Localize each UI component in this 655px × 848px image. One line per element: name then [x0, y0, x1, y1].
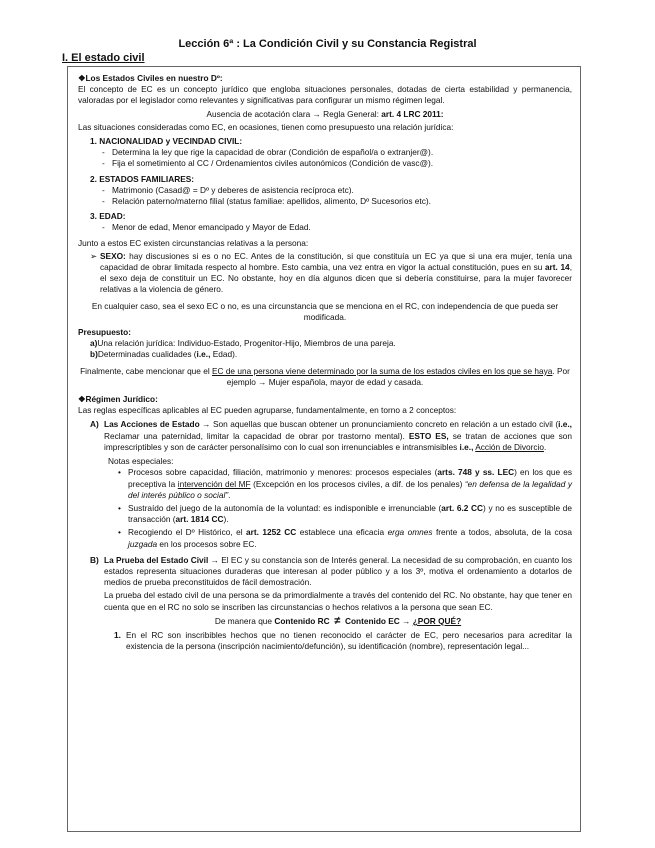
diamond-icon: ❖	[78, 73, 86, 83]
presupuesto-ie: i.e.,	[196, 349, 211, 360]
item-marker: a)	[90, 338, 98, 349]
presupuesto-text	[98, 349, 572, 360]
section-heading: I. El estado civil	[62, 52, 145, 64]
acciones-item	[78, 419, 572, 453]
prueba-para-2: La prueba del estado civil de una persona se da primordialmente a través del contenido del RC. No obstante, hay que tener en cuenta que en el RC no solo se inscriben las circunstancias o hechos relativos a la persona que sean EC.	[104, 590, 572, 612]
sexo-body-2: , el sexo deja de constituir un EC. No obstante, hoy en día algunos dicen que si debería constituirse, para la mujer favorecer relativas a la violencia de género.	[100, 262, 572, 295]
nota-item	[78, 527, 572, 549]
dash-icon: -	[102, 184, 105, 195]
content-frame	[67, 66, 581, 832]
dash-icon: -	[102, 158, 105, 169]
nota-3-part-3: frente a todos, absoluta, de la cosa	[432, 527, 572, 538]
acciones-label: Las Acciones de Estado →	[104, 419, 211, 430]
regimen-heading	[78, 394, 572, 405]
nota-1-underline: intervención del MF	[177, 478, 251, 489]
manera-pre: De manera que	[214, 615, 275, 626]
nota-3-italic-2: juzgada	[128, 538, 158, 549]
nota-text	[128, 527, 572, 549]
list-item	[90, 222, 572, 233]
nota-2-ref: art. 6.2 CC	[441, 502, 484, 513]
nota-item	[78, 467, 572, 501]
list-item	[90, 147, 572, 158]
presupuesto-heading: Presupuesto:	[78, 327, 132, 338]
sexo-body: hay discusiones si es o no EC. Antes de la constitución, si que constituía un EC ya que si una era mujer, tenía una capacidad de obrar limitada respecto al hombre. Esto cambia, una vez entra en vigor la actual constitución, pues en su	[100, 250, 572, 273]
regimen-heading-text: Régimen Jurídico:	[85, 394, 158, 405]
bullet-icon: •	[118, 527, 121, 538]
list-item	[90, 185, 572, 196]
arrow-icon: →	[399, 615, 413, 626]
list-item-text: Relación paterno/materno filial (status familiae: apellidos, alimento, Dº Sucesorios etc).	[112, 196, 431, 207]
nota-1-quote: “en defensa de la legalidad y del interés público o social”	[128, 478, 572, 500]
nota-2-part-2: ) y no es susceptible de transacción (	[128, 502, 572, 525]
situaciones-text: Las situaciones consideradas como EC, en ocasiones, tienen como presupuesto una relación jurídica:	[78, 121, 454, 132]
finalmente-underline: EC de una persona viene determinado por la suma de los estados civiles en los que se haya	[211, 365, 553, 376]
list-item	[90, 196, 572, 207]
prueba-block	[104, 555, 572, 653]
acciones-text	[104, 419, 572, 453]
group-familiares	[78, 174, 572, 208]
finalmente-text	[78, 366, 572, 388]
notas-heading: Notas especiales:	[108, 456, 174, 467]
bullet-icon: •	[118, 502, 121, 513]
acciones-esto-es: ESTO ES,	[408, 430, 449, 441]
prueba-item	[78, 555, 572, 653]
presupuesto-text-pre: Determinadas cualidades (	[97, 349, 197, 360]
item-marker: A)	[90, 419, 99, 430]
acciones-body-3: se tratan de acciones que son imprescriptibles y son de carácter personalísimo con lo cual son irrenunciables e intransmisibles	[104, 430, 572, 452]
acciones-ie-2: i.e.,	[459, 441, 474, 452]
point-item	[104, 630, 572, 652]
list-item-text: Matrimonio (Casad@ = Dº y deberes de asistencia recíproca etc).	[112, 184, 354, 195]
list-item-text: Determina la ley que rige la capacidad de obrar (Condición de español/a o extranjer@).	[112, 147, 434, 158]
acciones-end: .	[543, 441, 547, 452]
list-item	[90, 158, 572, 169]
group-heading: 1. NACIONALIDAD y VECINDAD CIVIL:	[90, 136, 243, 147]
diamond-icon: ❖	[78, 394, 86, 405]
acciones-body-1: Son aquellas que buscan obtener un pronunciamiento concreto en relación a un estado civil (	[210, 419, 559, 430]
prueba-label: La Prueba del Estado Civil →	[104, 554, 219, 565]
estados-heading	[78, 73, 572, 84]
nota-3-ref: art. 1252 CC	[246, 527, 297, 538]
bullet-icon: •	[118, 467, 121, 478]
sexo-article: art. 14	[544, 262, 570, 273]
presupuesto-text-post: Edad).	[210, 349, 238, 360]
cualquier-text: En cualquier caso, sea el sexo EC o no, es una circunstancia que se menciona en el RC, con independencia de que pueda ser modificada.	[91, 300, 559, 322]
nota-3-part-2: establece una eficacia	[296, 527, 388, 538]
prueba-text	[104, 555, 572, 589]
sexo-label: SEXO:	[100, 250, 126, 261]
point-text: En el RC son inscribibles hechos que no tienen reconocido el carácter de EC, pero necesarios para acreditar la existencia de la persona (inscripción nacimiento/defunción), su identificación (nombre), representación legal...	[126, 629, 572, 652]
presupuesto-text: Una relación jurídica: Individuo-Estado, Progenitor-Hijo, Miembros de una pareja.	[97, 338, 396, 349]
sexo-text	[100, 251, 572, 296]
page-title: Lección 6ª : La Condición Civil y su Constancia Registral	[178, 38, 477, 50]
prueba-body: El EC y su constancia son de Interés general. La necesidad de su comprobación, en cuanto los estados representa situaciones duraderas que interesan al poder público y a los 3º, motiva el ordenamiento a dotarlos de medios de prueba preconstituidos de fácil demostración.	[104, 554, 572, 588]
nota-1-part-2: ) en los que es preceptiva la	[128, 467, 572, 489]
por-que: ¿POR QUÉ?	[412, 615, 462, 626]
regimen-intro: Las reglas específicas aplicables al EC pueden agruparse, fundamentalmente, en torno a 2 conceptos:	[78, 405, 457, 416]
list-item-text: Fija el sometimiento al CC / Ordenamientos civiles autonómicos (Condición de vasc@).	[112, 158, 434, 169]
nota-2-end: ).	[223, 514, 229, 525]
nota-1-part-3: (Excepción en los procesos civiles, a dif. de los penales)	[250, 478, 465, 489]
nota-text	[128, 467, 572, 501]
ausencia-line	[78, 109, 572, 120]
nota-text	[128, 503, 572, 525]
nota-3-part: Recogiendo el Dº Histórico, el	[128, 527, 247, 538]
dash-icon: -	[102, 147, 105, 158]
contenido-ec: Contenido EC	[344, 615, 400, 626]
nota-3-end: en los procesos sobre EC.	[157, 538, 257, 549]
group-heading: 3. EDAD:	[90, 211, 126, 222]
list-item-text: Menor de edad, Menor emancipado y Mayor de Edad.	[112, 222, 311, 233]
accion-divorcio: Acción de Divorcio	[475, 441, 544, 452]
finalmente-post: . Por ejemplo → Mujer española, mayor de edad y casada.	[226, 365, 570, 387]
nota-1-ref: arts. 748 y ss. LEC	[437, 467, 515, 478]
acciones-ie: i.e.,	[558, 419, 572, 430]
presupuesto-item	[78, 338, 572, 349]
nota-1-part: Procesos sobre capacidad, filiación, matrimonio y menores: procesos especiales (	[128, 467, 438, 478]
contenido-rc: Contenido RC	[274, 615, 330, 626]
finalmente-pre: Finalmente, cabe mencionar que el	[80, 365, 212, 376]
estados-heading-text: Los Estados Civiles en nuestro Dº:	[85, 73, 223, 83]
nota-item	[78, 503, 572, 525]
item-marker: 1.	[114, 629, 121, 640]
dash-icon: -	[102, 222, 105, 233]
ausencia-article: art. 4 LRC 2011:	[381, 108, 444, 119]
ausencia-text: Ausencia de acotación clara → Regla General:	[206, 108, 382, 119]
presupuesto-item	[78, 349, 572, 360]
nota-2-ref-2: art. 1814 CC	[175, 514, 224, 525]
nota-3-italic: erga omnes	[387, 527, 433, 538]
junto-text: Junto a estos EC existen circunstancias relativas a la persona:	[78, 237, 309, 248]
dash-icon: -	[102, 196, 105, 207]
nota-1-end: .	[228, 489, 231, 500]
sexo-item	[78, 251, 572, 296]
item-marker: b)	[90, 349, 98, 360]
arrow-bullet-icon: ➢	[90, 250, 97, 261]
group-heading: 2. ESTADOS FAMILIARES:	[90, 173, 195, 184]
acciones-body-2: Reclamar una paternidad, limitar la capacidad de obrar por trastorno mental).	[104, 430, 409, 441]
not-equal-icon: ≠	[334, 614, 341, 627]
item-marker: B)	[90, 554, 99, 565]
manera-line	[104, 616, 572, 627]
group-edad	[78, 211, 572, 233]
group-nacionalidad	[78, 136, 572, 170]
nota-2-part: Sustraído del juego de la autonomía de la voluntad: es indisponible e irrenunciable (	[128, 502, 442, 513]
estados-intro: El concepto de EC es un concepto jurídico que engloba situaciones personales, dotadas de cierta estabilidad y permanencia, valoradas por el legislador como relevantes y significativas para configurar un mismo régimen legal.	[78, 84, 572, 106]
